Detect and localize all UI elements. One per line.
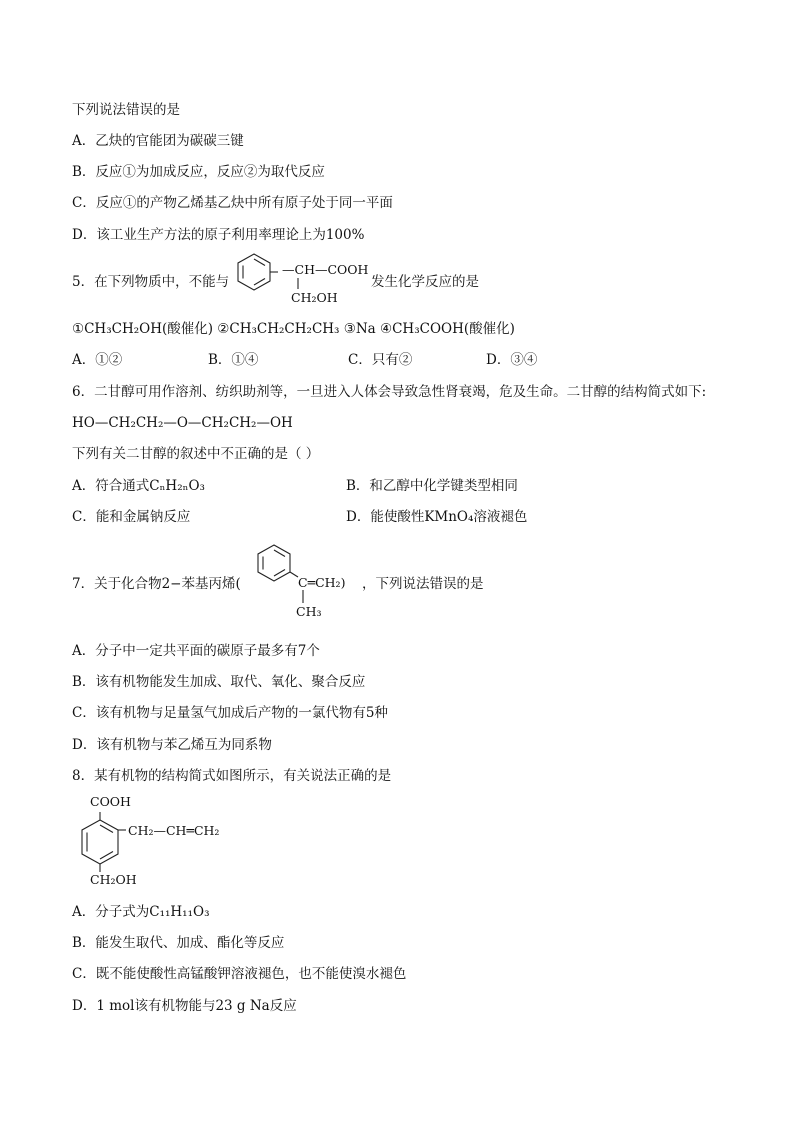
q5-struct-top: —CH—COOH (282, 262, 369, 277)
q4-option-d[interactable]: D．该工业生产方法的原子利用率理论上为100% (72, 227, 365, 243)
q7-struct-bond (301, 590, 305, 604)
q5-benzene-ring-icon (234, 252, 274, 292)
q6-formula: HO—CH₂CH₂—O—CH₂CH₂—OH (72, 415, 293, 431)
q4-option-a[interactable]: A．乙炔的官能团为碳碳三键 (72, 133, 244, 149)
q7-stem-prefix: 7．关于化合物2−苯基丙烯( (72, 576, 241, 592)
q8-struct-top: COOH (90, 794, 131, 809)
q4-option-b[interactable]: B．反应①为加成反应，反应②为取代反应 (72, 164, 325, 180)
q6-question: 下列有关二甘醇的叙述中不正确的是（ ） (72, 446, 320, 462)
q7-option-a[interactable]: A．分子中一定共平面的碳原子最多有7个 (72, 643, 320, 659)
q4-option-c[interactable]: C．反应①的产物乙烯基乙炔中所有原子处于同一平面 (72, 195, 393, 211)
q5-option-a[interactable]: A．①② (72, 352, 123, 368)
q5-option-d[interactable]: D．③④ (486, 352, 538, 368)
q6-option-d[interactable]: D．能使酸性KMnO₄溶液褪色 (346, 509, 528, 525)
q6-option-a[interactable]: A．符合通式CₙH₂ₙO₃ (72, 478, 205, 494)
q8-option-b[interactable]: B．能发生取代、加成、酯化等反应 (72, 935, 285, 951)
q6-option-c[interactable]: C．能和金属钠反应 (72, 509, 191, 525)
q5-choices: ①CH₃CH₂OH(酸催化) ②CH₃CH₂CH₂CH₃ ③Na ④CH₃COOH(酸催化) (72, 321, 515, 337)
q5-struct-bond (296, 278, 300, 290)
q8-struct-bottom: CH₂OH (90, 872, 137, 887)
q6-option-b[interactable]: B．和乙醇中化学键类型相同 (346, 478, 518, 494)
q7-struct-main: C═CH₂) (298, 575, 346, 590)
q7-benzene-ring-icon (254, 543, 294, 583)
q7-stem-suffix: ，下列说法错误的是 (362, 576, 484, 592)
q7-struct-methyl: CH₃ (296, 604, 322, 619)
q8-benzene-ring-icon (78, 812, 122, 872)
q8-option-c[interactable]: C．既不能使酸性高锰酸钾溶液褪色，也不能使溴水褪色 (72, 966, 407, 982)
q8-option-d[interactable]: D．1 mol该有机物能与23 g Na反应 (72, 998, 297, 1014)
q8-struct-side: CH₂—CH═CH₂ (128, 823, 220, 838)
q5-option-b[interactable]: B．①④ (208, 352, 259, 368)
q6-stem: 6．二甘醇可用作溶剂、纺织助剂等，一旦进入人体会导致急性肾衰竭，危及生命。二甘醇的结构简式如下: (72, 384, 707, 400)
q5-stem-suffix: 发生化学反应的是 (371, 274, 479, 290)
q5-option-c[interactable]: C．只有② (348, 352, 413, 368)
q7-option-c[interactable]: C．该有机物与足量氢气加成后产物的一氯代物有5种 (72, 705, 388, 721)
q8-stem: 8．某有机物的结构简式如图所示，有关说法正确的是 (72, 768, 392, 784)
q5-struct-bottom: CH₂OH (291, 290, 338, 305)
q8-option-a[interactable]: A．分子式为C₁₁H₁₁O₃ (72, 904, 210, 920)
q7-option-d[interactable]: D．该有机物与苯乙烯互为同系物 (72, 737, 272, 753)
q4-stem: 下列说法错误的是 (72, 102, 180, 118)
q7-option-b[interactable]: B．该有机物能发生加成、取代、氧化、聚合反应 (72, 674, 366, 690)
q5-stem-prefix: 5．在下列物质中，不能与 (72, 274, 230, 290)
